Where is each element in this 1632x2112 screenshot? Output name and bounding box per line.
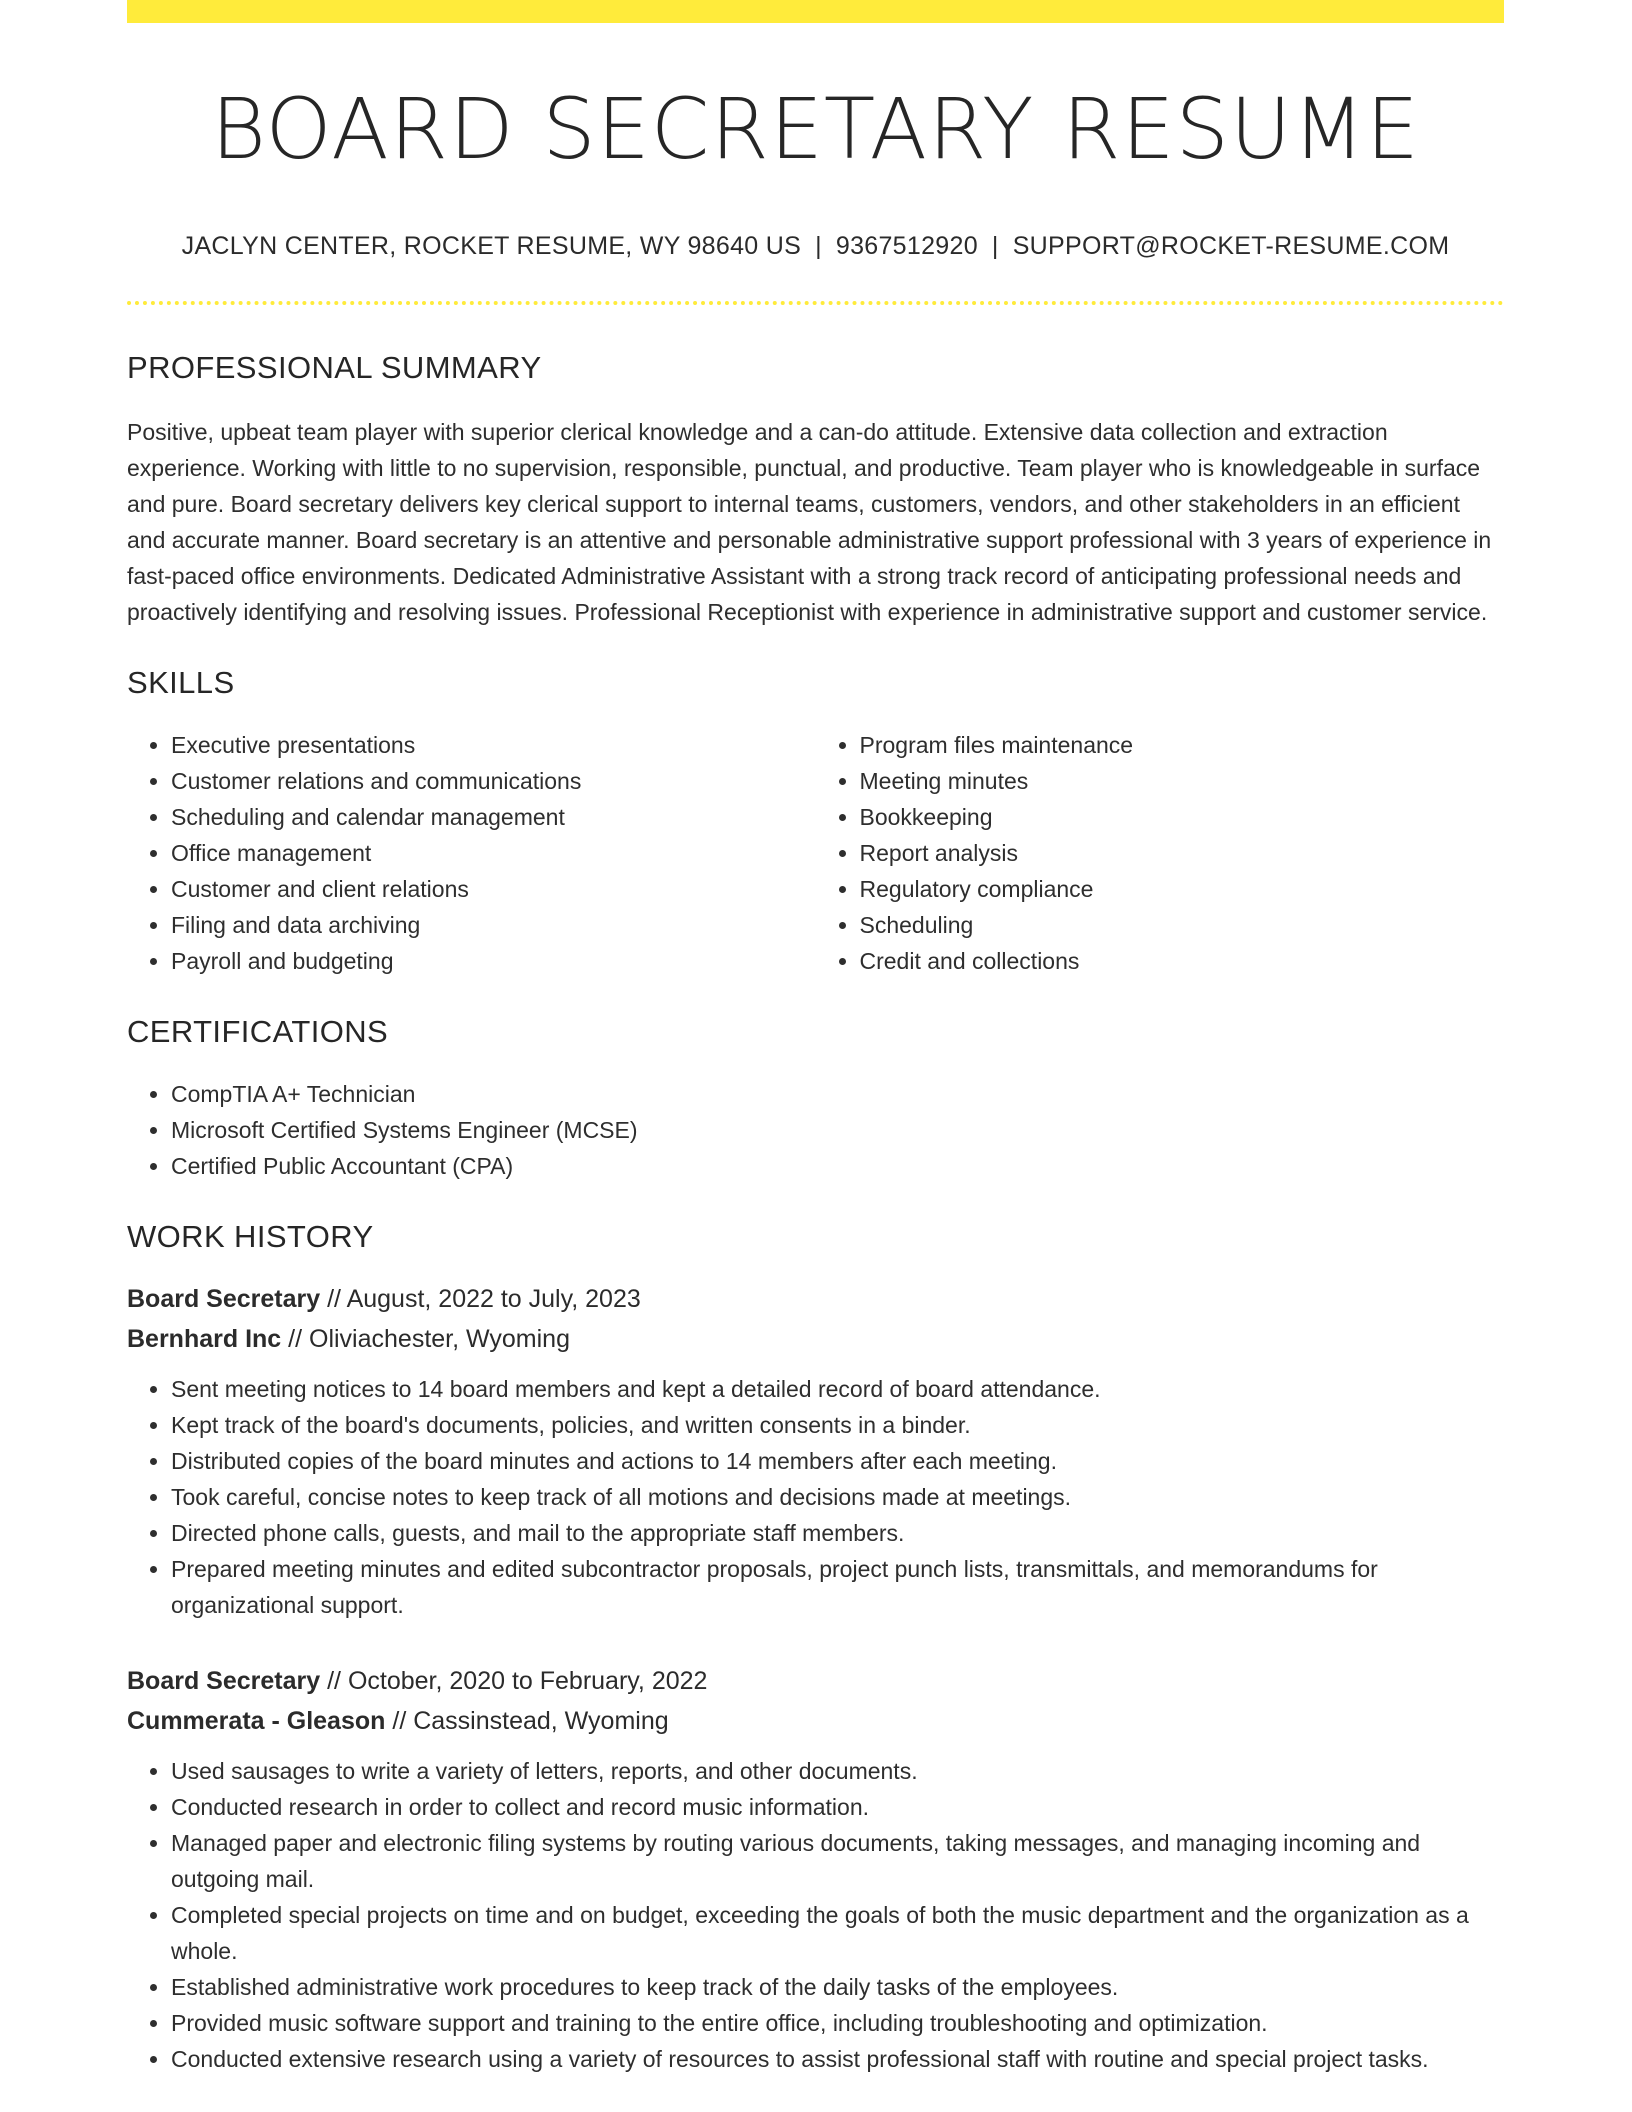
job-duty-item: • Kept track of the board's documents, policies, and written consents in a binder. [171,1407,1504,1443]
section-heading-certifications: CERTIFICATIONS [127,1013,389,1049]
job-location: // Oliviachester, Wyoming [288,1325,570,1354]
certifications-section [127,1013,1504,1184]
job-dates: // August, 2022 to July, 2023 [327,1285,641,1314]
skill-item: • Credit and collections [860,943,1505,979]
job-company-line [127,1701,1504,1741]
contact-line [127,232,1504,261]
skills-list-left [127,727,816,979]
job-duty-item: • Completed special projects on time and on budget, exceeding the goals of both the music department and the organization as a whole. [171,1897,1504,1969]
job-dates: // October, 2020 to February, 2022 [327,1667,708,1696]
skill-item: • Office management [171,835,816,871]
contact-email: SUPPORT@ROCKET-RESUME.COM [1012,231,1450,260]
job-duties-list [127,1371,1504,1623]
section-heading-work-history: WORK HISTORY [127,1219,374,1255]
certification-item: • Microsoft Certified Systems Engineer (MCSE) [171,1112,1504,1148]
job-title-line [127,1661,1504,1701]
jobs-container [127,1279,1504,2077]
contact-separator: | [815,231,822,260]
job-title: Board Secretary [127,1285,321,1314]
job-entry [127,1661,1504,2077]
job-duty-item: • Conducted extensive research using a variety of resources to assist professional staff with routine and special project tasks. [171,2041,1504,2077]
work-history-section [127,1218,1504,2077]
job-duties-list [127,1753,1504,2077]
certification-item: • CompTIA A+ Technician [171,1076,1504,1112]
job-duty-item: • Conducted research in order to collect and record music information. [171,1789,1504,1825]
job-duty-item: • Provided music software support and training to the entire office, including troubleshooting and optimization. [171,2005,1504,2041]
summary-text: Positive, upbeat team player with superior clerical knowledge and a can-do attitude. Extensive data collection and extraction experience. Working with little to no supervision, responsible, punctual, and productive. Team player who is knowledgeable in surface and pure. Board secretary delivers key clerical support to internal teams, customers, vendors, and other stakeholders in an efficient and accurate manner. Board secretary is an attentive and personable administrative support professional with 3 years of experience in fast-paced office environments. Dedicated Administrative Assistant with a strong track record of anticipating professional needs and proactively identifying and resolving issues. Professional Receptionist with experience in administrative support and customer service. [127,418,1492,625]
job-duty-item: • Used sausages to write a variety of letters, reports, and other documents. [171,1753,1504,1789]
skills-grid [127,727,1504,979]
job-title-line [127,1279,1504,1319]
job-duty-item: • Sent meeting notices to 14 board members and kept a detailed record of board attendance. [171,1371,1504,1407]
contact-phone: 9367512920 [835,231,978,260]
job-title: Board Secretary [127,1667,321,1696]
contact-address: JACLYN CENTER, ROCKET RESUME, WY 98640 US [181,231,802,260]
accent-top-bar [127,0,1504,23]
skill-item: • Meeting minutes [860,763,1505,799]
skills-column-right [816,727,1505,979]
job-duty-item: • Prepared meeting minutes and edited subcontractor proposals, project punch lists, transmittals, and memorandums for organizational support. [171,1551,1504,1623]
skill-item: • Filing and data archiving [171,907,816,943]
skills-list-right [816,727,1505,979]
job-duty-item: • Managed paper and electronic filing systems by routing various documents, taking messages, and managing incoming and outgoing mail. [171,1825,1504,1897]
job-company: Cummerata - Gleason [127,1707,386,1736]
skill-item: • Payroll and budgeting [171,943,816,979]
job-company: Bernhard Inc [127,1325,282,1354]
dotted-divider [127,301,1504,305]
resume-title: BOARD SECRETARY RESUME [211,80,1420,178]
skills-column-left [127,727,816,979]
certification-item: • Certified Public Accountant (CPA) [171,1148,1504,1184]
job-duty-item: • Distributed copies of the board minutes and actions to 14 members after each meeting. [171,1443,1504,1479]
job-duty-item: • Took careful, concise notes to keep track of all motions and decisions made at meetings. [171,1479,1504,1515]
job-company-line [127,1319,1504,1359]
section-heading-summary: PROFESSIONAL SUMMARY [127,349,542,385]
professional-summary-section [127,349,1504,630]
skill-item: • Regulatory compliance [860,871,1505,907]
job-duty-item: • Directed phone calls, guests, and mail to the appropriate staff members. [171,1515,1504,1551]
skill-item: • Scheduling and calendar management [171,799,816,835]
skill-item: • Executive presentations [171,727,816,763]
job-entry [127,1279,1504,1623]
contact-separator: | [991,231,999,260]
skill-item: • Program files maintenance [860,727,1505,763]
skills-section [127,664,1504,979]
skill-item: • Scheduling [860,907,1505,943]
resume-page [127,0,1504,2077]
job-duty-item: • Established administrative work procedures to keep track of the daily tasks of the employees. [171,1969,1504,2005]
certifications-list [127,1076,1504,1184]
skill-item: • Customer and client relations [171,871,816,907]
skill-item: • Bookkeeping [860,799,1505,835]
job-location: // Cassinstead, Wyoming [392,1707,669,1736]
skill-item: • Customer relations and communications [171,763,816,799]
section-heading-skills: SKILLS [127,664,235,700]
skill-item: • Report analysis [860,835,1505,871]
